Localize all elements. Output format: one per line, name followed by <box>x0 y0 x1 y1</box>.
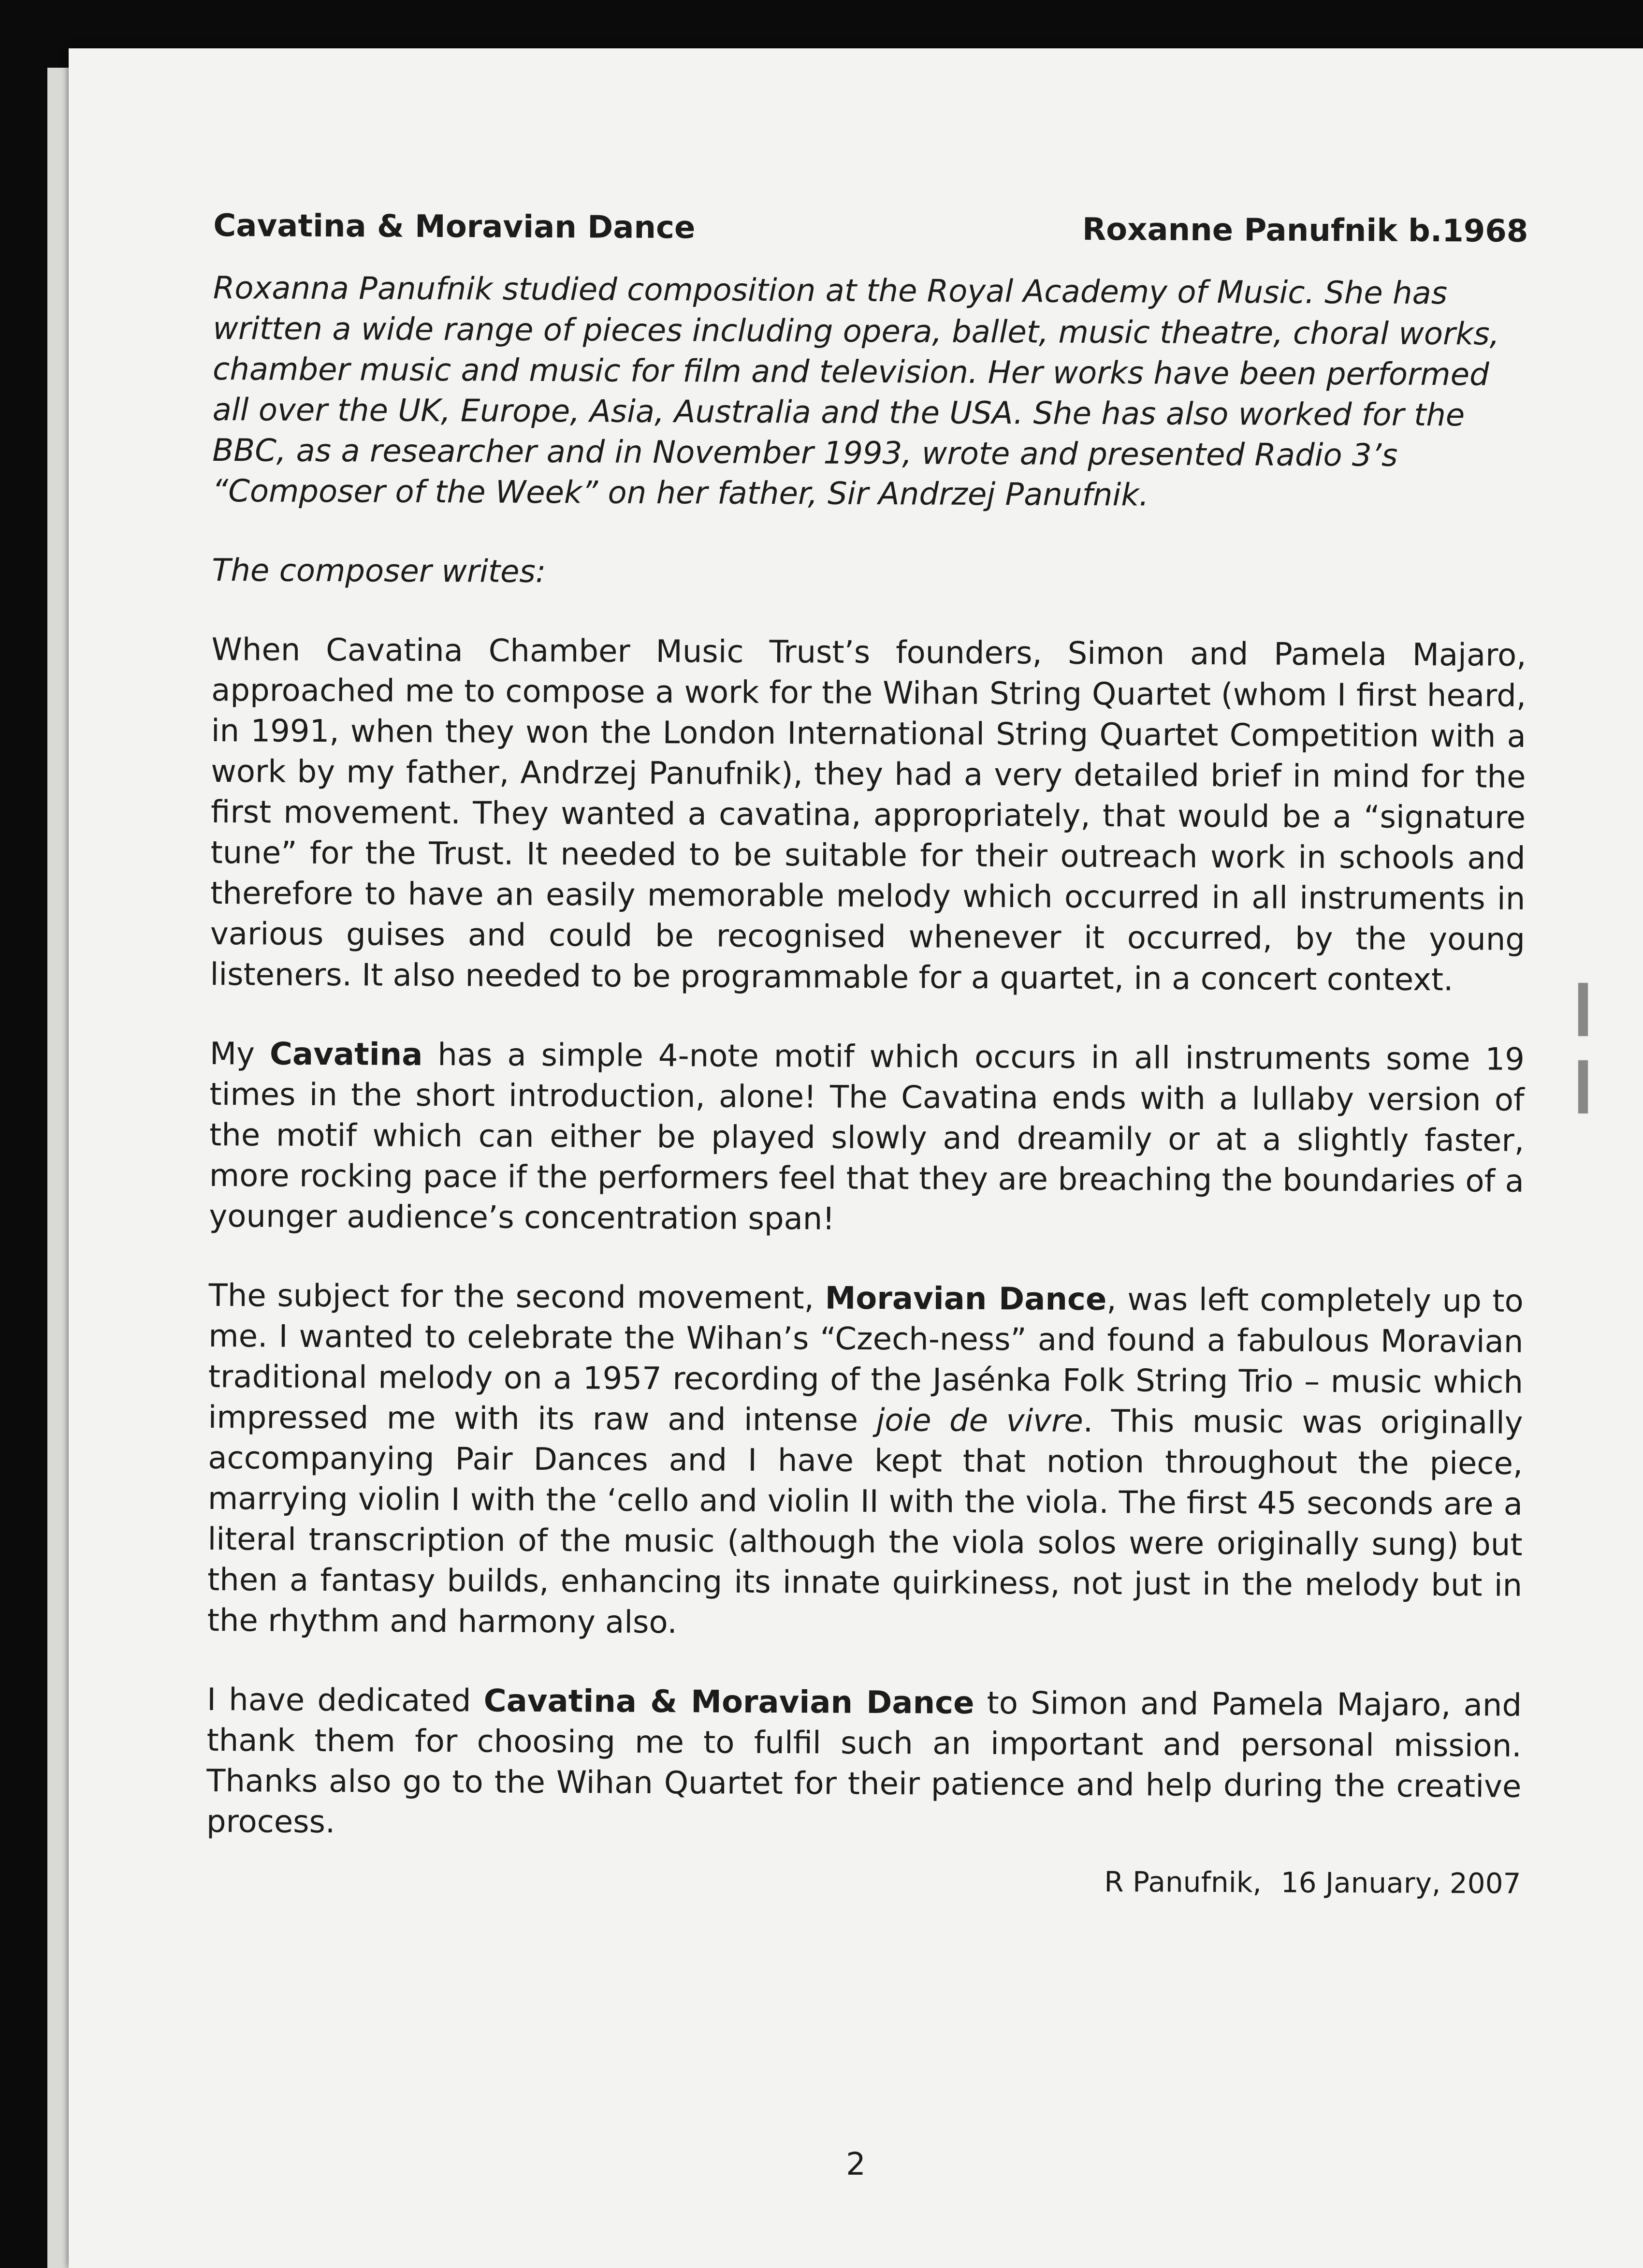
signature-date: 16 January, 2007 <box>1280 1866 1521 1900</box>
text-run: , was left completely up to me. I wanted to celebrate the Wihan’s “Czech-ness” and found a fabulous Moravian traditional melody on a 1957 recording of the Jasénka Folk String Trio – music which impressed me with its raw and intense <box>208 1282 1524 1439</box>
paragraph-2 <box>209 1034 1525 1243</box>
bold-run: Cavatina & Moravian Dance <box>483 1683 974 1721</box>
composer-name: Roxanne Panufnik b.1968 <box>1082 211 1528 249</box>
page-edge <box>47 68 71 2268</box>
italic-run: joie de vivre <box>876 1403 1083 1439</box>
text-run: The subject for the second movement, <box>208 1277 825 1317</box>
paragraph-4 <box>206 1680 1522 1848</box>
intro-line: The composer writes: <box>212 552 546 590</box>
composer-bio: Roxanna Panufnik studied composition at the Royal Academy of Music. She has written a wide range of pieces including opera, ballet, music theatre, choral works, chamber music and music for film and television. Her works have been performed all over the UK, Europe, Asia, Australia and the USA. She has also worked for the BBC, as a researcher and in November 1993, wrote and presented Radio 3’s “Composer of the Week” on her father, Sir Andrzej Panufnik. <box>212 270 1500 513</box>
paragraph-3 <box>207 1275 1524 1647</box>
signature-name: R Panufnik, <box>1104 1865 1262 1899</box>
document-page <box>69 48 1643 2268</box>
bold-run: Moravian Dance <box>825 1280 1107 1318</box>
text-run: . This music was originally accompanying Pair Dances and I have kept that notion throughout the piece, marrying violin I with the ‘cello and violin II with the viola. The first 45 seconds are a literal transcription of the music (although the viola solos were originally sung) but then a fantasy builds, enhancing its innate quirkiness, not just in the melody but in the rhythm and harmony also. <box>207 1403 1523 1641</box>
paragraph-1: When Cavatina Chamber Music Trust’s founders, Simon and Pamela Majaro, approached me to compose a work for the Wihan String Quartet (whom I first heard, in 1991, when they won the London International String Quartet Competition with a work by my father, Andrzej Panufnik), they had a very detailed brief in mind for the first movement. They wanted a cavatina, appropriately, that would be a “signature tune” for the Trust. It needed to be suitable for their outreach work in schools and therefore to have an easily memorable melody which occurred in all instruments in various guises and could be recognised whenever it occurred, by the young listeners. It also needed to be programmable for a quartet, in a concert context. <box>210 631 1527 998</box>
page-content <box>206 160 1528 1900</box>
bold-run: Cavatina <box>269 1036 423 1073</box>
header-row <box>213 208 1528 249</box>
page-number: 2 <box>846 2147 866 2182</box>
work-title: Cavatina & Moravian Dance <box>213 207 696 246</box>
staple <box>1577 1059 1589 1115</box>
text-run: has a simple 4-note motif which occurs in all instruments some 19 times in the short introduction, alone! The Cavatina ends with a lullaby version of the motif which can either be played slowly and dreamily or at a slightly faster, more rocking pace if the performers feel that they are breaching the boundaries of a younger audience’s concentration span! <box>209 1037 1525 1237</box>
text-run: I have dedicated <box>206 1682 484 1719</box>
signature <box>206 1861 1521 1900</box>
text-run: to Simon and Pamela Majaro, and thank them for choosing me to fulfil such an important and personal mission. Thanks also go to the Wihan Quartet for their patience and help during the creative process. <box>206 1685 1522 1841</box>
staple <box>1577 981 1589 1038</box>
text-run: My <box>209 1036 270 1072</box>
